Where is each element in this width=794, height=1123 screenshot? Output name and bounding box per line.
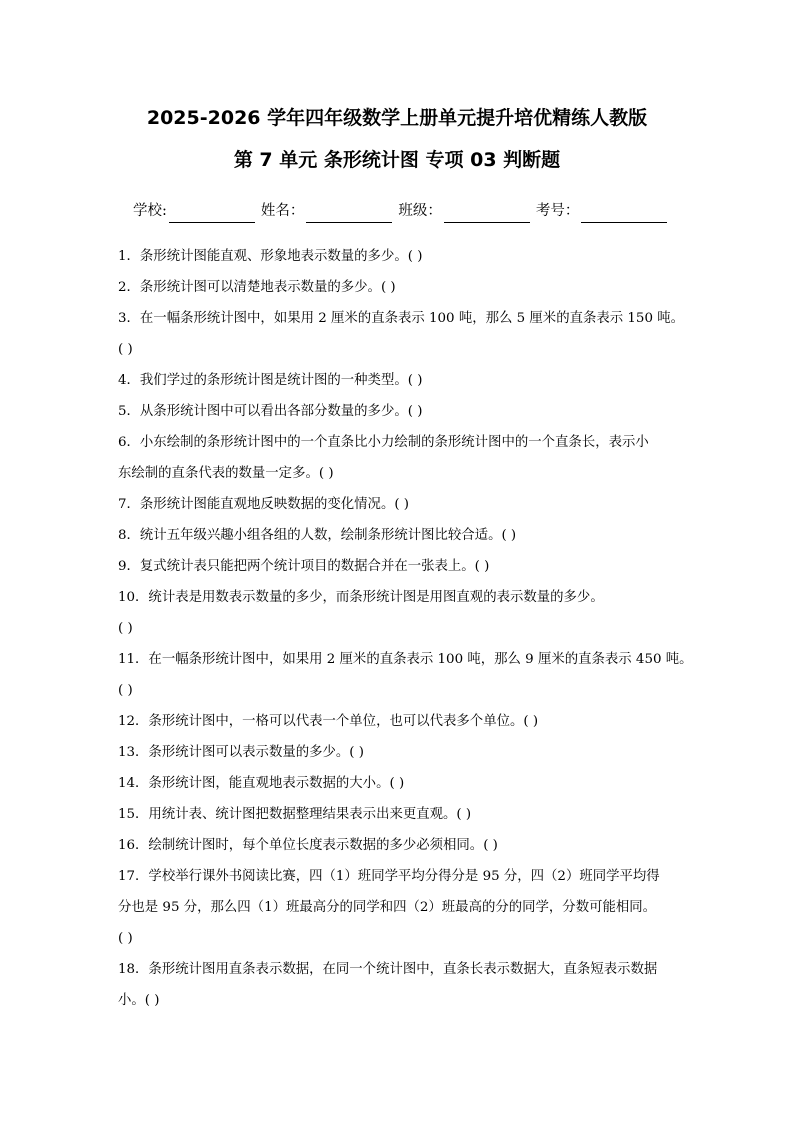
- question-text-line: 7．条形统计图能直观地反映数据的变化情况。( ): [118, 497, 410, 512]
- question-item: [118, 648, 693, 710]
- question-text-line: 5．从条形统计图中可以看出各部分数量的多少。( ): [118, 404, 423, 419]
- question-text-line: 10．统计表是用数表示数量的多少，而条形统计图是用图直观的表示数量的多少。: [118, 590, 604, 605]
- question-text-line: 12．条形统计图中，一格可以代表一个单位，也可以代表多个单位。( ): [118, 714, 539, 729]
- question-item: [118, 245, 690, 276]
- question-text-line: 小。( ): [118, 993, 160, 1008]
- question-item: [118, 710, 690, 741]
- question-text-line: 4．我们学过的条形统计图是统计图的一种类型。( ): [118, 373, 423, 388]
- name-blank[interactable]: [306, 204, 392, 223]
- question-text-line: 6．小东绘制的条形统计图中的一个直条比小力绘制的条形统计图中的一个直条长，表示小: [118, 435, 649, 450]
- question-item: [118, 803, 690, 834]
- question-item: [118, 834, 690, 865]
- question-item: [118, 276, 690, 307]
- question-text-line: 18．条形统计图用直条表示数据，在同一个统计图中，直条长表示数据大，直条短表示数据: [118, 962, 658, 977]
- class-label: 班级：: [398, 203, 442, 219]
- question-item: [118, 493, 690, 524]
- question-text-line: 3．在一幅条形统计图中，如果用 2 厘米的直条表示 100 吨，那么 5 厘米的直条表示 150 吨。: [118, 311, 685, 326]
- question-item: [118, 524, 690, 555]
- worksheet-title: 2025-2026 学年四年级数学上册单元提升培优精练人教版: [146, 107, 648, 129]
- question-item: [118, 400, 690, 431]
- question-text-line: 分也是 95 分，那么四（1）班最高分的同学和四（2）班最高的分的同学，分数可能相同。: [118, 900, 657, 915]
- question-item: [118, 431, 690, 493]
- question-text-line: 8．统计五年级兴趣小组各组的人数，绘制条形统计图比较合适。( ): [118, 528, 517, 543]
- question-item: [118, 555, 690, 586]
- question-text-line: 9．复式统计表只能把两个统计项目的数据合并在一张表上。( ): [118, 559, 490, 574]
- question-item: [118, 865, 690, 958]
- question-text-line: 17．学校举行课外书阅读比赛，四（1）班同学平均分得分是 95 分，四（2）班同学平均得: [118, 869, 660, 884]
- question-item: [118, 369, 690, 400]
- question-text-line: ( ): [118, 683, 133, 698]
- question-text-line: ( ): [118, 931, 133, 946]
- question-item: [118, 741, 690, 772]
- question-text-line: 16．绘制统计图时，每个单位长度表示数据的多少必须相同。( ): [118, 838, 498, 853]
- question-text-line: 14．条形统计图，能直观地表示数据的大小。( ): [118, 776, 405, 791]
- question-text-line: 2．条形统计图可以清楚地表示数量的多少。( ): [118, 280, 396, 295]
- student-info-row: [133, 199, 673, 223]
- question-text-line: 东绘制的直条代表的数量一定多。( ): [118, 466, 334, 481]
- question-item: [118, 586, 690, 648]
- question-item: [118, 958, 690, 1020]
- exam-number-label: 考号：: [535, 203, 580, 219]
- question-text-line: 11．在一幅条形统计图中，如果用 2 厘米的直条表示 100 吨，那么 9 厘米的直条表示 450 吨。: [118, 652, 693, 667]
- name-label: 姓名：: [260, 203, 305, 219]
- exam-number-blank[interactable]: [581, 204, 667, 223]
- school-blank[interactable]: [169, 204, 255, 223]
- question-text-line: 15．用统计表、统计图把数据整理结果表示出来更直观。( ): [118, 807, 472, 822]
- question-text-line: 13．条形统计图可以表示数量的多少。( ): [118, 745, 364, 760]
- class-blank[interactable]: [444, 204, 530, 223]
- question-item: [118, 307, 690, 369]
- question-text-line: ( ): [118, 342, 133, 357]
- question-item: [118, 772, 690, 803]
- worksheet-subtitle: 第 7 单元 条形统计图 专项 03 判断题: [233, 149, 561, 171]
- question-text-line: ( ): [118, 621, 133, 636]
- school-label: 学校:: [133, 203, 167, 219]
- question-text-line: 1．条形统计图能直观、形象地表示数量的多少。( ): [118, 249, 423, 264]
- question-list: [118, 245, 693, 1020]
